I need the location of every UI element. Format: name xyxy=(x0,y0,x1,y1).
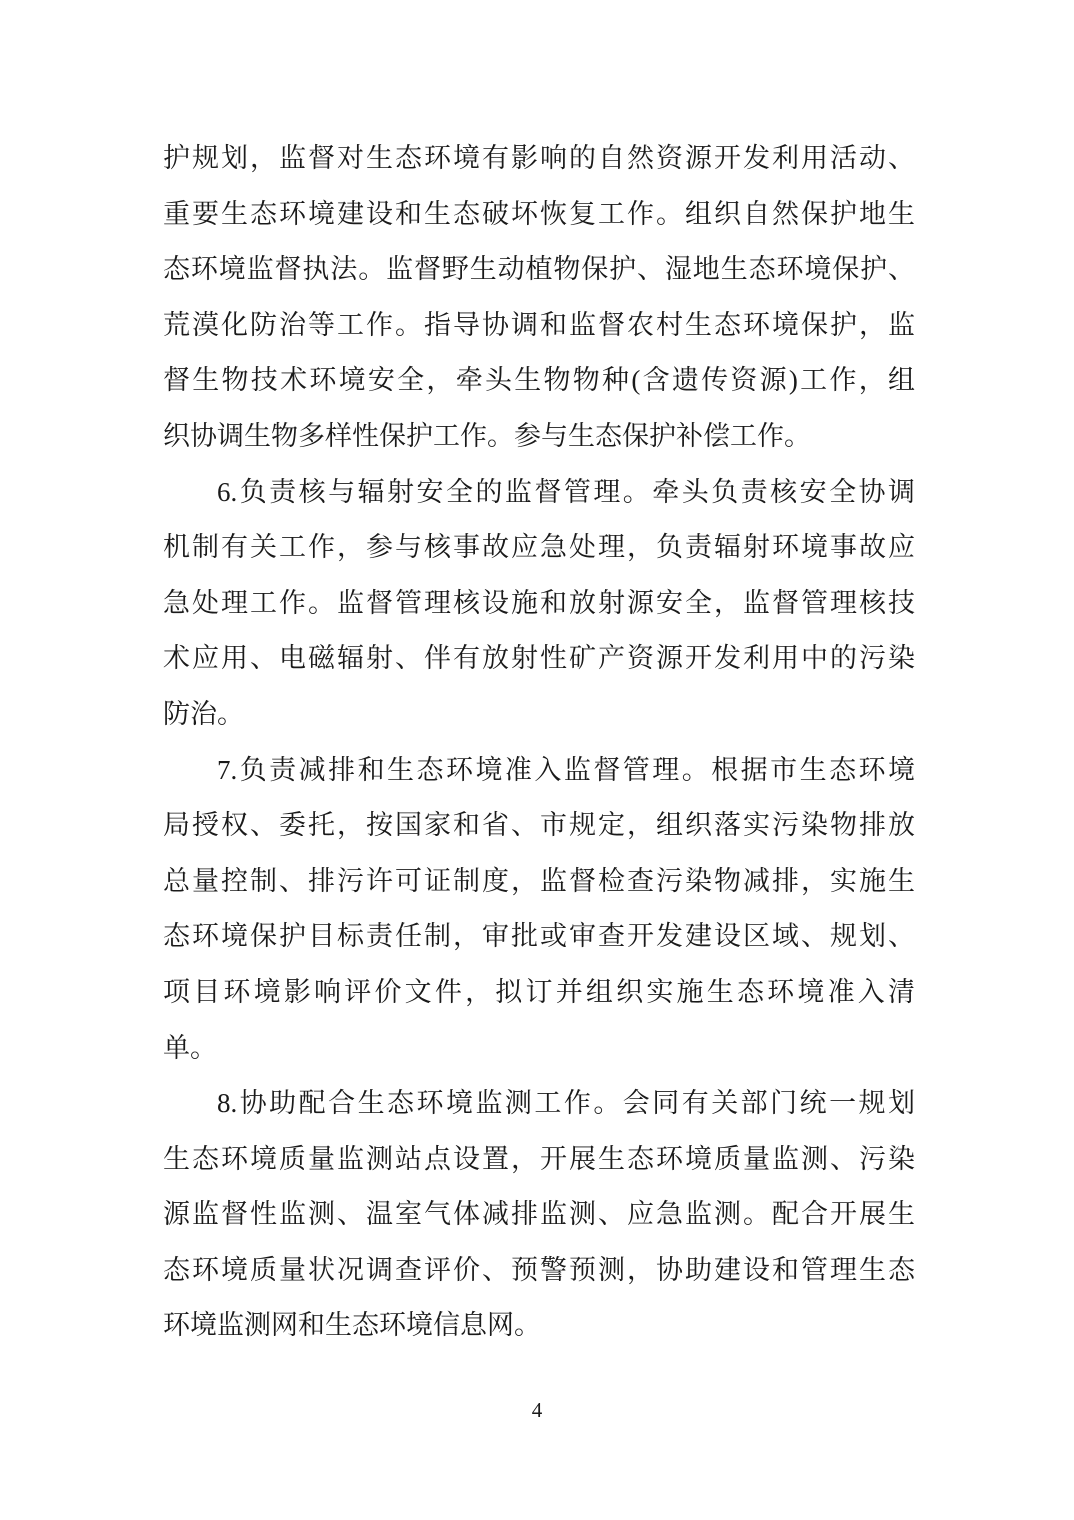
text-line: 环境监测网和生态环境信息网。 xyxy=(163,1310,541,1341)
text-line: 防治。 xyxy=(163,698,244,729)
text-line: 重要生态环境建设和生态破坏恢复工作。组织自然保护地生 xyxy=(163,198,915,229)
text-line: 态环境质量状况调查评价、预警预测，协助建设和管理生态 xyxy=(163,1254,915,1285)
text-line: 生态环境质量监测站点设置，开展生态环境质量监测、污染 xyxy=(163,1143,915,1174)
text-line: 态环境保护目标责任制，审批或审查开发建设区域、规划、 xyxy=(163,921,915,952)
text-line: 护规划，监督对生态环境有影响的自然资源开发利用活动、 xyxy=(163,143,915,173)
text-line: 7.负责减排和生态环境准入监督管理。根据市生态环境 xyxy=(217,754,915,785)
text-line: 局授权、委托，按国家和省、市规定，组织落实污染物排放 xyxy=(163,810,915,841)
text-line: 督生物技术环境安全，牵头生物物种(含遗传资源)工作，组 xyxy=(163,365,915,396)
document-body xyxy=(163,131,915,1354)
page-number: 4 xyxy=(531,1398,543,1422)
text-line: 急处理工作。监督管理核设施和放射源安全，监督管理核技 xyxy=(163,587,915,618)
text-line: 态环境监督执法。监督野生动植物保护、湿地生态环境保护、 xyxy=(163,254,915,285)
text-line: 机制有关工作，参与核事故应急处理，负责辐射环境事故应 xyxy=(163,532,915,563)
text-line: 荒漠化防治等工作。指导协调和监督农村生态环境保护，监 xyxy=(163,309,915,340)
page-footer xyxy=(0,1398,1074,1423)
text-line: 织协调生物多样性保护工作。参与生态保护补偿工作。 xyxy=(163,420,811,451)
text-line: 术应用、电磁辐射、伴有放射性矿产资源开发利用中的污染 xyxy=(163,643,915,674)
text-line: 8.协助配合生态环境监测工作。会同有关部门统一规划 xyxy=(217,1088,915,1119)
text-line: 源监督性监测、温室气体减排监测、应急监测。配合开展生 xyxy=(163,1199,915,1230)
text-line: 单。 xyxy=(163,1032,217,1063)
text-line: 项目环境影响评价文件，拟订并组织实施生态环境准入清 xyxy=(163,976,915,1007)
text-line: 6.负责核与辐射安全的监督管理。牵头负责核安全协调 xyxy=(217,476,915,507)
text-line: 总量控制、排污许可证制度，监督检查污染物减排，实施生 xyxy=(163,865,915,896)
